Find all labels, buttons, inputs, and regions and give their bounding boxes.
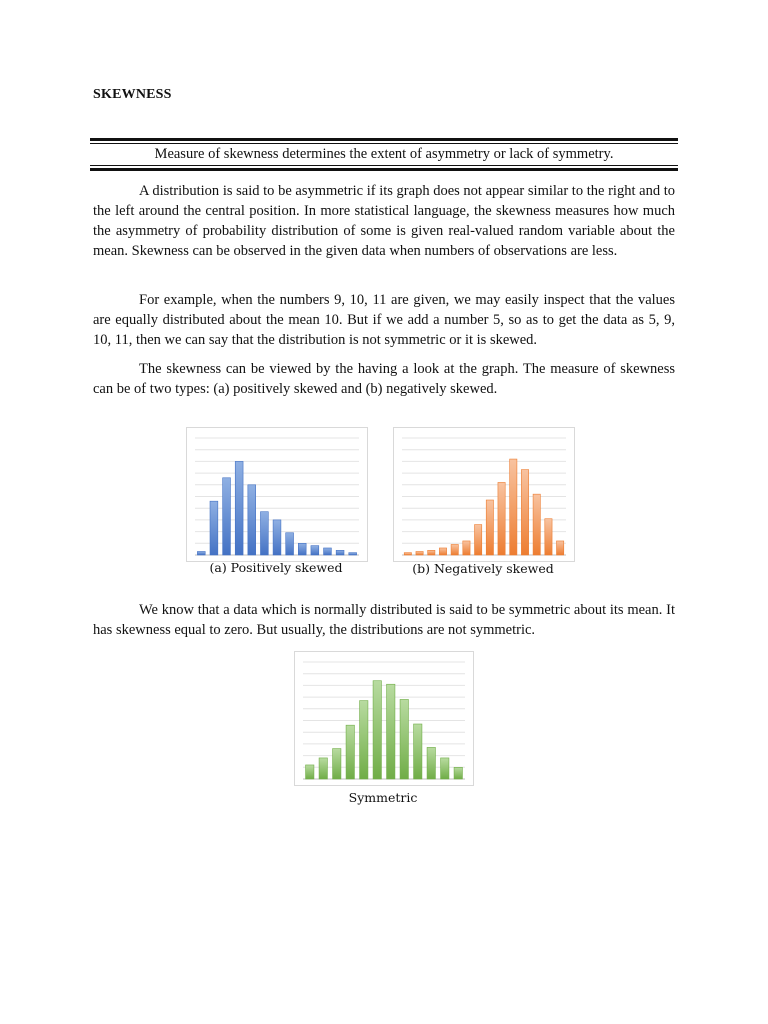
bar xyxy=(260,512,268,555)
bar xyxy=(387,684,395,779)
bar xyxy=(333,749,341,779)
bar xyxy=(197,551,205,555)
chart-symmetric xyxy=(294,651,474,786)
bar xyxy=(414,724,422,779)
bar xyxy=(441,758,449,779)
paragraph-types xyxy=(93,359,675,399)
bar xyxy=(273,520,281,555)
bar xyxy=(373,681,381,779)
caption-negatively-skewed: (b) Negatively skewed xyxy=(412,561,554,576)
caption-positively-skewed: (a) Positively skewed xyxy=(209,560,343,575)
bar xyxy=(439,548,446,555)
paragraph-text: We know that a data which is normally distributed is said to be symmetric about its mean. It has skewness equal to zero. But usually, the distributions are not symmetric. xyxy=(93,602,675,638)
paragraph-text: For example, when the numbers 9, 10, 11 are given, we may easily inspect that the values are equally distributed about the mean 10. But if we add a number 5, so as to get the data as 5, 9, 10, 11, then we can say that the distribution is not symmetric or it is skewed. xyxy=(93,292,675,348)
bar xyxy=(545,519,552,555)
bar xyxy=(404,553,411,555)
paragraph-text: A distribution is said to be asymmetric if its graph does not appear similar to the right and to the left around the central position. In more statistical language, the skewness measures how much the asymmetry of probability distribution of some is given real-valued random variable about the mean. Skewness can be observed in the given data when numbers of observations are less. xyxy=(93,183,675,259)
definition-text: Measure of skewness determines the extent of asymmetry or lack of symmetry. xyxy=(154,146,614,162)
bar xyxy=(223,478,231,555)
chart-negatively-skewed xyxy=(393,427,575,562)
bar xyxy=(427,747,435,779)
chart-svg xyxy=(295,652,473,785)
bar xyxy=(451,544,458,555)
page-heading: SKEWNESS xyxy=(93,87,172,102)
bar xyxy=(298,543,306,555)
bar xyxy=(210,501,218,555)
paragraph-asymmetry xyxy=(93,181,675,261)
bar xyxy=(319,758,327,779)
rule-top-thick xyxy=(90,138,678,141)
bar xyxy=(416,551,423,555)
bar xyxy=(311,546,319,555)
rule-bottom-thin xyxy=(90,165,678,166)
bar xyxy=(521,470,528,555)
bar xyxy=(486,500,493,555)
rule-top-thin xyxy=(90,143,678,144)
bar xyxy=(428,550,435,555)
bar xyxy=(557,541,564,555)
rule-bottom-thick xyxy=(90,168,678,171)
paragraph-example xyxy=(93,290,675,350)
paragraph-text: The skewness can be viewed by the having a look at the graph. The measure of skewness can be of two types: (a) positively skewed and (b) negatively skewed. xyxy=(93,361,675,397)
bar xyxy=(454,767,462,779)
bar xyxy=(346,725,354,779)
chart-positively-skewed xyxy=(186,427,368,562)
paragraph-symmetric xyxy=(93,600,675,640)
bar xyxy=(510,459,517,555)
bar xyxy=(248,485,256,555)
bar xyxy=(349,553,357,555)
caption-symmetric: Symmetric xyxy=(348,790,418,805)
chart-svg xyxy=(394,428,574,561)
bar xyxy=(360,701,368,779)
bar xyxy=(400,699,408,779)
bar xyxy=(306,765,314,779)
bar xyxy=(336,550,344,555)
bar xyxy=(475,525,482,555)
bar xyxy=(533,494,540,555)
bar xyxy=(235,461,243,555)
bar xyxy=(463,541,470,555)
bar xyxy=(324,548,332,555)
bar xyxy=(498,482,505,555)
chart-svg xyxy=(187,428,367,561)
bar xyxy=(286,533,294,555)
